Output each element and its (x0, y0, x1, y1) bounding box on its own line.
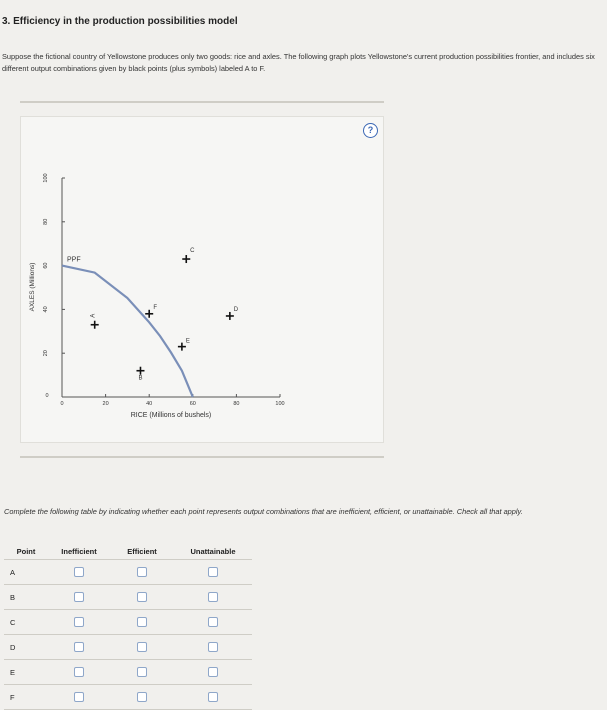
x-tick-label: 80 (233, 401, 240, 407)
y-tick-label: 40 (43, 306, 49, 313)
y-tick-label: 60 (43, 262, 49, 269)
checkbox-unattainable[interactable] (208, 592, 218, 602)
x-tick-label: 40 (146, 401, 153, 407)
checkbox-unattainable[interactable] (208, 642, 218, 652)
row-point-label: C (4, 610, 48, 635)
point-label: B (138, 375, 143, 382)
checkbox-cell (174, 660, 252, 685)
checkbox-unattainable[interactable] (208, 617, 218, 627)
x-tick-label: 20 (102, 401, 109, 407)
y-tick-label: 100 (43, 173, 49, 183)
table-row (4, 610, 252, 635)
classification-table (4, 543, 252, 710)
header-efficient: Efficient (110, 543, 174, 560)
checkbox-unattainable[interactable] (208, 667, 218, 677)
x-tick-label: 60 (189, 401, 196, 407)
header-point: Point (4, 543, 48, 560)
checkbox-cell (48, 635, 110, 660)
row-point-label: B (4, 585, 48, 610)
ppf-label: PPF (67, 256, 81, 264)
table-instructions: Complete the following table by indicating whether each point represents output combinations that are inefficient, efficient, or unattainable. Check all that apply. (4, 507, 523, 516)
checkbox-cell (48, 585, 110, 610)
checkbox-cell (110, 560, 174, 585)
table-row (4, 685, 252, 710)
checkbox-inefficient[interactable] (74, 592, 84, 602)
checkbox-cell (174, 610, 252, 635)
point-label: E (185, 338, 190, 345)
checkbox-inefficient[interactable] (74, 567, 84, 577)
checkbox-efficient[interactable] (137, 592, 147, 602)
checkbox-cell (110, 610, 174, 635)
checkbox-efficient[interactable] (137, 692, 147, 702)
ppf-curve (62, 266, 193, 397)
point-e-marker (178, 343, 186, 351)
checkbox-efficient[interactable] (137, 667, 147, 677)
point-label: D (233, 306, 239, 313)
checkbox-cell (48, 560, 110, 585)
point-b-marker (136, 367, 144, 375)
point-a-marker (91, 321, 99, 329)
row-point-label: E (4, 660, 48, 685)
point-f-marker (145, 310, 153, 318)
x-tick-label: 0 (60, 401, 64, 407)
table-row (4, 660, 252, 685)
table-row (4, 560, 252, 585)
y-tick-label: 20 (43, 350, 49, 357)
checkbox-inefficient[interactable] (74, 692, 84, 702)
table-row (4, 585, 252, 610)
checkbox-cell (48, 660, 110, 685)
point-label: C (190, 248, 195, 255)
checkbox-cell (174, 635, 252, 660)
y-tick-label: 80 (43, 218, 49, 225)
question-title: 3. Efficiency in the production possibilities model (2, 16, 238, 27)
table-row (4, 635, 252, 660)
checkbox-cell (110, 585, 174, 610)
checkbox-unattainable[interactable] (208, 567, 218, 577)
checkbox-inefficient[interactable] (74, 667, 84, 677)
row-point-label: F (4, 685, 48, 710)
help-icon[interactable]: ? (363, 123, 378, 138)
header-unattainable: Unattainable (174, 543, 252, 560)
header-inefficient: Inefficient (48, 543, 110, 560)
y-tick-label: 0 (45, 393, 49, 399)
point-label: F (153, 304, 158, 311)
checkbox-cell (48, 610, 110, 635)
checkbox-cell (48, 685, 110, 710)
point-d-marker (226, 312, 234, 320)
row-point-label: D (4, 635, 48, 660)
point-label: A (90, 313, 97, 318)
row-point-label: A (4, 560, 48, 585)
checkbox-cell (110, 660, 174, 685)
y-axis-label: AXLES (Millions) (29, 262, 36, 312)
checkbox-cell (110, 685, 174, 710)
x-tick-label: 100 (275, 401, 285, 407)
checkbox-efficient[interactable] (137, 642, 147, 652)
x-axis-label: RICE (Millions of bushels) (130, 412, 212, 419)
checkbox-inefficient[interactable] (74, 642, 84, 652)
checkbox-cell (174, 560, 252, 585)
checkbox-unattainable[interactable] (208, 692, 218, 702)
divider-bottom (20, 456, 384, 458)
point-c-marker (182, 255, 190, 263)
checkbox-efficient[interactable] (137, 617, 147, 627)
checkbox-cell (110, 635, 174, 660)
checkbox-cell (174, 585, 252, 610)
checkbox-efficient[interactable] (137, 567, 147, 577)
checkbox-inefficient[interactable] (74, 617, 84, 627)
table-header-row (4, 543, 252, 560)
question-intro: Suppose the fictional country of Yellowstone produces only two goods: rice and axles. The following graph plots Yellowstone's current production possibilities frontier, and includes six different output combinations given by black points (plus symbols) labeled A to F. (2, 52, 595, 73)
checkbox-cell (174, 685, 252, 710)
